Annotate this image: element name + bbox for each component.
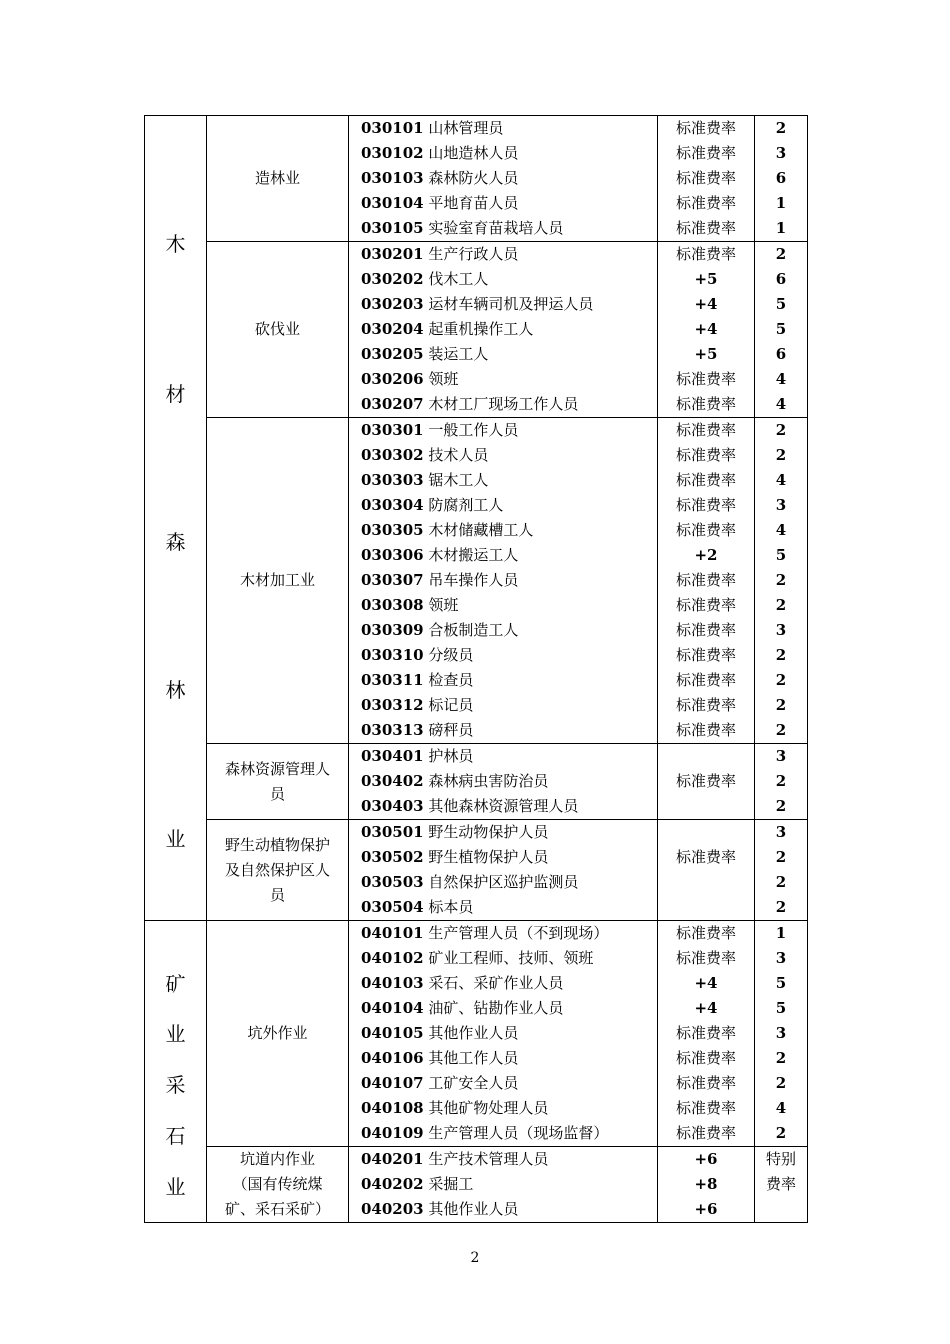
occupation-name: 其他作业人员	[428, 1200, 519, 1218]
occupation-cell	[349, 1147, 658, 1223]
class-cell	[755, 116, 808, 242]
occupation-name: 平地育苗人员	[428, 194, 519, 212]
rate-cell	[658, 820, 755, 921]
rate-value: +8	[694, 1175, 718, 1193]
occupation-row	[349, 1021, 657, 1046]
occupation-name: 采石、采矿作业人员	[428, 974, 564, 992]
occupation-cell	[349, 242, 658, 418]
occupation-row	[349, 392, 657, 417]
occupation-row	[349, 593, 657, 618]
industry-char: 林	[165, 678, 186, 702]
subindustry-name: 矿、采石采矿）	[224, 1200, 330, 1218]
occupation-row	[349, 518, 657, 543]
occupation-row	[349, 1121, 657, 1146]
class-value: 4	[775, 1099, 787, 1117]
rate-value: 标准费率	[675, 949, 736, 967]
occupation-name: 标记员	[428, 696, 474, 714]
page-number: 2	[470, 1250, 480, 1266]
occupation-code: 030504	[361, 898, 424, 916]
class-value: 2	[775, 446, 787, 464]
industry-char: 采	[165, 1073, 186, 1097]
occupation-name: 磅秤员	[428, 721, 474, 739]
occupation-row	[349, 568, 657, 593]
occupation-code: 030403	[361, 797, 424, 815]
occupation-code: 030310	[361, 646, 424, 664]
occupation-code: 030306	[361, 546, 424, 564]
rate-value: 标准费率	[675, 245, 736, 263]
class-value: 2	[775, 1049, 787, 1067]
subindustry-name: 员	[269, 784, 285, 803]
occupation-name: 木材工厂现场工作人员	[428, 395, 579, 413]
industry-char: 业	[165, 827, 186, 851]
subindustry-name: 木材加工业	[239, 571, 315, 589]
occupation-name: 锯木工人	[428, 471, 489, 489]
subindustry-cell	[207, 820, 349, 921]
occupation-row	[349, 668, 657, 693]
rate-cell	[658, 116, 755, 242]
industry-char: 石	[165, 1124, 186, 1148]
occupation-name: 检查员	[428, 671, 474, 689]
class-value: 2	[775, 696, 787, 714]
occupation-row	[349, 996, 657, 1021]
group-row	[145, 116, 808, 242]
occupation-code: 040109	[361, 1124, 424, 1142]
class-value: 2	[775, 873, 787, 891]
occupation-row	[349, 242, 657, 267]
occupation-row	[349, 493, 657, 518]
occupation-code: 030501	[361, 823, 424, 841]
occupation-code: 040102	[361, 949, 424, 967]
subindustry-cell	[207, 116, 349, 242]
rate-line	[658, 820, 754, 845]
occupation-row	[349, 418, 657, 443]
occupation-name: 一般工作人员	[428, 421, 519, 439]
rate-value: 标准费率	[675, 1074, 736, 1092]
rate-line	[658, 794, 754, 819]
occupation-name: 野生植物保护人员	[428, 848, 549, 866]
class-value: 3	[775, 823, 787, 841]
group-row	[145, 418, 808, 744]
occupation-row	[349, 895, 657, 920]
class-value: 1	[775, 924, 787, 942]
rate-value: 标准费率	[675, 446, 736, 464]
occupation-name: 分级员	[428, 646, 474, 664]
occupation-name: 油矿、钻勘作业人员	[428, 999, 564, 1017]
rate-value: 标准费率	[675, 421, 736, 439]
occupation-row	[349, 744, 657, 769]
rate-value: +4	[694, 320, 718, 338]
occupation-code: 030307	[361, 571, 424, 589]
occupation-name: 防腐剂工人	[428, 496, 504, 514]
class-value: 3	[775, 1024, 787, 1042]
subindustry-name: （国有传统煤	[232, 1175, 323, 1193]
rate-value: +5	[694, 270, 718, 288]
class-cell	[755, 242, 808, 418]
class-value: 2	[775, 671, 787, 689]
rate-value: 标准费率	[675, 521, 736, 539]
occupation-code: 040101	[361, 924, 424, 942]
occupation-name: 装运工人	[428, 345, 489, 363]
occupation-name: 技术人员	[428, 446, 489, 464]
occupation-code: 030312	[361, 696, 424, 714]
rate-line	[658, 895, 754, 920]
occupation-row	[349, 116, 657, 141]
occupation-name: 山林管理员	[428, 119, 504, 137]
subindustry-cell	[207, 921, 349, 1147]
class-value: 3	[775, 949, 787, 967]
class-value: 4	[775, 521, 787, 539]
occupation-row	[349, 141, 657, 166]
rate-value: 标准费率	[675, 496, 736, 514]
class-value: 3	[775, 621, 787, 639]
occupation-row	[349, 1046, 657, 1071]
occupation-class-table	[144, 115, 808, 1223]
occupation-code: 030303	[361, 471, 424, 489]
occupation-name: 野生动物保护人员	[428, 823, 549, 841]
rate-cell	[658, 921, 755, 1147]
occupation-name: 标本员	[428, 898, 474, 916]
class-value: 3	[775, 144, 787, 162]
occupation-code: 040105	[361, 1024, 424, 1042]
occupation-code: 030301	[361, 421, 424, 439]
occupation-code: 040108	[361, 1099, 424, 1117]
occupation-row	[349, 870, 657, 895]
rate-value: 标准费率	[675, 144, 736, 162]
occupation-cell	[349, 921, 658, 1147]
class-value: 5	[775, 546, 787, 564]
industry-char: 材	[165, 382, 186, 406]
occupation-name: 森林防火人员	[428, 169, 519, 187]
occupation-name: 领班	[428, 596, 459, 614]
occupation-name: 合板制造工人	[428, 621, 519, 639]
occupation-name: 吊车操作人员	[428, 571, 519, 589]
occupation-code: 030503	[361, 873, 424, 891]
subindustry-name: 及自然保护区人	[224, 860, 330, 879]
rate-value: 标准费率	[675, 671, 736, 689]
occupation-code: 040203	[361, 1200, 424, 1218]
class-value: 1	[775, 219, 787, 237]
occupation-name: 生产技术管理人员	[428, 1150, 549, 1168]
occupation-row	[349, 468, 657, 493]
occupation-row	[349, 643, 657, 668]
rate-value: 标准费率	[675, 596, 736, 614]
occupation-code: 030204	[361, 320, 424, 338]
occupation-row	[349, 618, 657, 643]
class-value: 2	[775, 772, 787, 790]
rate-value: 标准费率	[675, 621, 736, 639]
occupation-cell	[349, 820, 658, 921]
rate-line	[658, 744, 754, 769]
subindustry-name: 野生动植物保护	[224, 835, 330, 854]
rate-value: 标准费率	[675, 119, 736, 137]
class-value: 3	[775, 496, 787, 514]
occupation-code: 030206	[361, 370, 424, 388]
rate-value: 标准费率	[675, 395, 736, 413]
subindustry-name: 造林业	[254, 169, 300, 187]
class-value: 6	[775, 169, 787, 187]
rate-value: 标准费率	[675, 1049, 736, 1067]
class-value: 4	[775, 370, 787, 388]
occupation-row	[349, 1197, 657, 1222]
occupation-row	[349, 1147, 657, 1172]
class-value: 6	[775, 345, 787, 363]
occupation-code: 030102	[361, 144, 424, 162]
industry-char: 业	[165, 1022, 186, 1046]
class-value: 2	[775, 646, 787, 664]
occupation-name: 实验室育苗栽培人员	[428, 219, 564, 237]
industry-char: 木	[165, 232, 186, 256]
occupation-name: 其他作业人员	[428, 1024, 519, 1042]
rate-value: 标准费率	[675, 219, 736, 237]
occupation-name: 木材搬运工人	[428, 546, 519, 564]
class-value: 2	[775, 421, 787, 439]
occupation-name: 矿业工程师、技师、领班	[428, 949, 594, 967]
occupation-row	[349, 216, 657, 241]
occupation-name: 其他森林资源管理人员	[428, 797, 579, 815]
class-value: 2	[775, 721, 787, 739]
occupation-name: 采掘工	[428, 1175, 474, 1193]
occupation-row	[349, 971, 657, 996]
class-value: 2	[775, 1074, 787, 1092]
occupation-code: 030402	[361, 772, 424, 790]
rate-value: 标准费率	[675, 1099, 736, 1117]
occupation-code: 030305	[361, 521, 424, 539]
subindustry-name: 砍伐业	[254, 320, 300, 338]
occupation-row	[349, 166, 657, 191]
subindustry-name: 坑道内作业	[239, 1150, 315, 1168]
occupation-cell	[349, 116, 658, 242]
occupation-code: 030309	[361, 621, 424, 639]
rate-value: +4	[694, 999, 718, 1017]
occupation-name: 护林员	[428, 747, 474, 765]
class-value: 2	[775, 898, 787, 916]
occupation-code: 040104	[361, 999, 424, 1017]
occupation-code: 030101	[361, 119, 424, 137]
class-value: 3	[775, 747, 787, 765]
industry-char: 森	[165, 530, 186, 554]
rate-value: +4	[694, 974, 718, 992]
occupation-row	[349, 718, 657, 743]
rate-value: 标准费率	[675, 924, 736, 942]
occupation-name: 自然保护区巡护监测员	[428, 873, 579, 891]
rate-value: +5	[694, 345, 718, 363]
group-row	[145, 744, 808, 820]
occupation-row	[349, 845, 657, 870]
occupation-name: 生产管理人员（不到现场）	[428, 924, 609, 942]
occupation-code: 030313	[361, 721, 424, 739]
occupation-code: 030401	[361, 747, 424, 765]
class-value: 2	[775, 1124, 787, 1142]
occupation-row	[349, 769, 657, 794]
occupation-name: 工矿安全人员	[428, 1074, 519, 1092]
occupation-code: 030311	[361, 671, 424, 689]
subindustry-name: 森林资源管理人	[224, 759, 330, 778]
occupation-name: 山地造林人员	[428, 144, 519, 162]
occupation-name: 其他工作人员	[428, 1049, 519, 1067]
rate-line	[658, 870, 754, 895]
class-value: 6	[775, 270, 787, 288]
class-cell	[755, 418, 808, 744]
rate-value: 标准费率	[675, 571, 736, 589]
subindustry-cell	[207, 242, 349, 418]
occupation-code: 030105	[361, 219, 424, 237]
class-value: 2	[775, 571, 787, 589]
group-row	[145, 242, 808, 418]
occupation-name: 木材储藏槽工人	[428, 521, 534, 539]
occupation-row	[349, 543, 657, 568]
occupation-code: 030302	[361, 446, 424, 464]
industry-char: 矿	[165, 972, 186, 996]
rate-value: 标准费率	[675, 696, 736, 714]
rate-value: 标准费率	[675, 721, 736, 739]
occupation-name: 运材车辆司机及押运人员	[428, 295, 594, 313]
rate-value: 标准费率	[675, 772, 736, 790]
occupation-code: 040202	[361, 1175, 424, 1193]
occupation-code: 040107	[361, 1074, 424, 1092]
industry-cell	[145, 921, 207, 1223]
class-value: 5	[775, 974, 787, 992]
subindustry-name: 员	[269, 885, 285, 904]
occupation-name: 森林病虫害防治员	[428, 772, 549, 790]
rate-value: 标准费率	[675, 471, 736, 489]
occupation-row	[349, 1172, 657, 1197]
rate-value: 标准费率	[675, 194, 736, 212]
class-value: 5	[775, 999, 787, 1017]
group-row	[145, 921, 808, 1147]
occupation-name: 生产行政人员	[428, 245, 519, 263]
occupation-row	[349, 794, 657, 819]
rate-cell	[658, 1147, 755, 1223]
occupation-code: 030103	[361, 169, 424, 187]
rate-value: 标准费率	[675, 1024, 736, 1042]
class-cell	[755, 1147, 808, 1223]
class-value: 特别	[765, 1150, 796, 1168]
occupation-row	[349, 317, 657, 342]
rate-cell	[658, 242, 755, 418]
occupation-code: 030201	[361, 245, 424, 263]
occupation-code: 030502	[361, 848, 424, 866]
occupation-row	[349, 367, 657, 392]
rate-cell	[658, 418, 755, 744]
occupation-row	[349, 820, 657, 845]
class-value: 2	[775, 119, 787, 137]
occupation-row	[349, 921, 657, 946]
occupation-cell	[349, 744, 658, 820]
class-cell	[755, 921, 808, 1147]
occupation-name: 伐木工人	[428, 270, 489, 288]
group-row	[145, 1147, 808, 1223]
occupation-code: 040201	[361, 1150, 424, 1168]
class-value: 4	[775, 471, 787, 489]
occupation-code: 040103	[361, 974, 424, 992]
class-value: 费率	[765, 1175, 796, 1193]
class-value: 2	[775, 245, 787, 263]
subindustry-cell	[207, 744, 349, 820]
occupation-code: 030308	[361, 596, 424, 614]
occupation-row	[349, 1096, 657, 1121]
occupation-code: 030104	[361, 194, 424, 212]
occupation-row	[349, 292, 657, 317]
class-value: 2	[775, 596, 787, 614]
occupation-row	[349, 1071, 657, 1096]
class-value: 5	[775, 320, 787, 338]
occupation-row	[349, 267, 657, 292]
rate-value: 标准费率	[675, 169, 736, 187]
subindustry-name: 坑外作业	[247, 1024, 308, 1042]
group-row	[145, 820, 808, 921]
class-cell	[755, 744, 808, 820]
industry-cell	[145, 116, 207, 921]
occupation-row	[349, 191, 657, 216]
industry-char: 业	[165, 1175, 186, 1199]
occupation-cell	[349, 418, 658, 744]
rate-value: +6	[694, 1150, 718, 1168]
class-cell	[755, 820, 808, 921]
occupation-code: 030207	[361, 395, 424, 413]
occupation-code: 040106	[361, 1049, 424, 1067]
occupation-name: 领班	[428, 370, 459, 388]
rate-value: 标准费率	[675, 1124, 736, 1142]
occupation-row	[349, 946, 657, 971]
class-value: 2	[775, 848, 787, 866]
occupation-code: 030202	[361, 270, 424, 288]
occupation-row	[349, 693, 657, 718]
class-value: 2	[775, 797, 787, 815]
class-value: 1	[775, 194, 787, 212]
occupation-row	[349, 342, 657, 367]
occupation-name: 生产管理人员（现场监督）	[428, 1124, 609, 1142]
occupation-row	[349, 443, 657, 468]
occupation-name: 其他矿物处理人员	[428, 1099, 549, 1117]
rate-value: +2	[694, 546, 718, 564]
subindustry-cell	[207, 418, 349, 744]
occupation-code: 030205	[361, 345, 424, 363]
rate-value: 标准费率	[675, 848, 736, 866]
occupation-name: 起重机操作工人	[428, 320, 534, 338]
occupation-code: 030203	[361, 295, 424, 313]
occupation-code: 030304	[361, 496, 424, 514]
class-value: 5	[775, 295, 787, 313]
rate-value: +4	[694, 295, 718, 313]
rate-value: +6	[694, 1200, 718, 1218]
rate-cell	[658, 744, 755, 820]
rate-value: 标准费率	[675, 646, 736, 664]
subindustry-cell	[207, 1147, 349, 1223]
class-value: 4	[775, 395, 787, 413]
rate-value: 标准费率	[675, 370, 736, 388]
